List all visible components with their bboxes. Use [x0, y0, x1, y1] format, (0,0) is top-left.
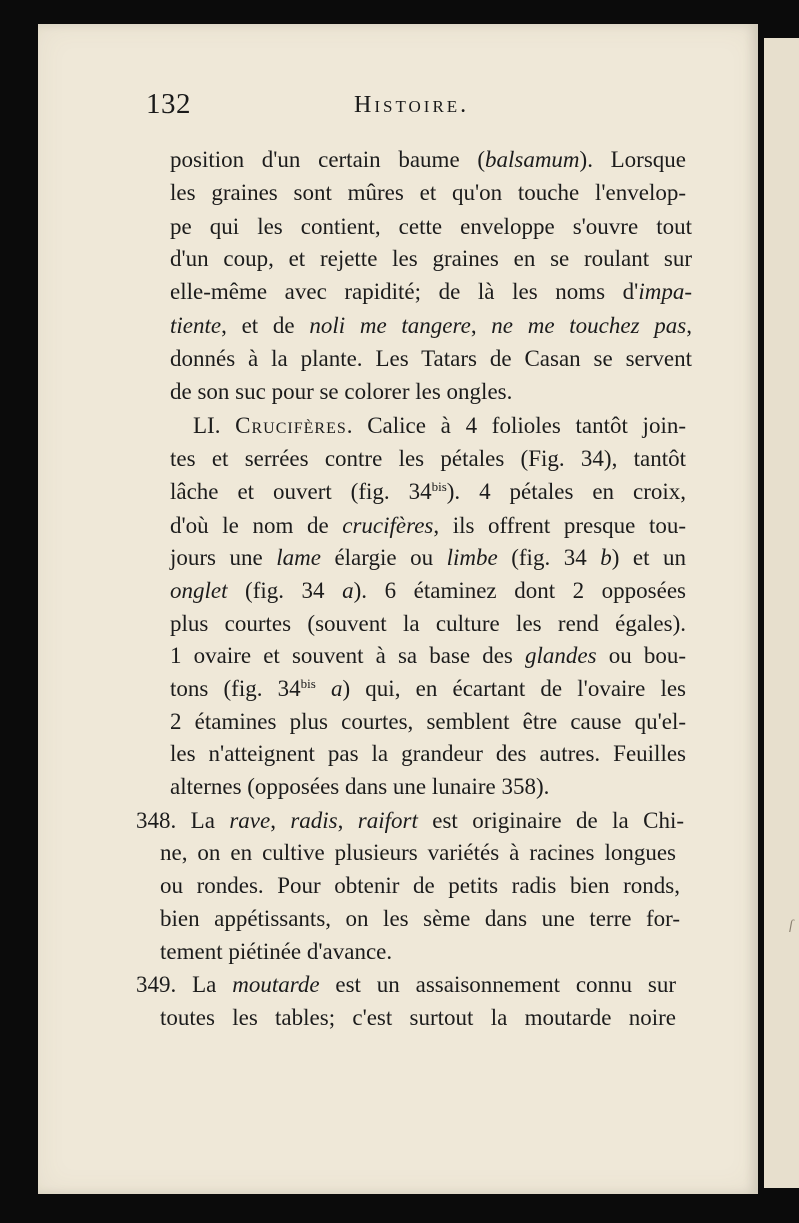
- text-line: [160, 1003, 676, 1033]
- italic-term: raifort: [357, 808, 418, 833]
- italic-term: a: [330, 676, 343, 701]
- text-run: ). 6 étaminez dont 2 opposées: [353, 578, 687, 603]
- text-run: tes et serrées contre les pétales (Fig. 34), tantôt: [170, 446, 686, 471]
- text-run: tons (fig. 34: [170, 676, 301, 701]
- text-run: [316, 676, 331, 701]
- text-line: [170, 477, 686, 507]
- text-run: ) et un: [611, 545, 686, 570]
- text-run: ou bou-: [596, 643, 686, 668]
- text-line: [170, 641, 686, 671]
- italic-term: b: [600, 545, 612, 570]
- text-run: 348. La: [136, 808, 230, 833]
- text-run: plus courtes (souvent la culture les rend égales).: [170, 611, 686, 636]
- text-line: [136, 970, 676, 1000]
- text-line: [170, 576, 686, 606]
- text-line: [170, 772, 686, 802]
- text-run: ,: [270, 808, 291, 833]
- text-run: , et de: [221, 313, 310, 338]
- text-run: est originaire de la Chi-: [417, 808, 685, 833]
- text-run: d'où le nom de: [170, 513, 343, 538]
- small-caps-term: Crucifères: [235, 413, 347, 438]
- text-line: [160, 904, 680, 934]
- text-run: alternes (opposées dans une lunaire 358).: [170, 774, 550, 799]
- text-run: jours une: [170, 545, 277, 570]
- italic-term: a: [342, 578, 354, 603]
- italic-term: noli me tangere: [309, 313, 471, 338]
- text-run: d'un coup, et rejette les graines en se roulant sur: [170, 246, 692, 271]
- italic-term: onglet: [170, 578, 228, 603]
- text-run: toutes les tables; c'est surtout la moutarde noire: [160, 1005, 676, 1030]
- text-run: est un assaisonnement connu sur: [319, 972, 676, 997]
- text-line: [170, 739, 686, 769]
- text-run: lâche et ouvert (fig. 34: [170, 479, 432, 504]
- text-line: [193, 411, 686, 441]
- text-run: ne, on en cultive plusieurs variétés à racines longues: [160, 840, 676, 865]
- text-run: donnés à la plante. Les Tatars de Casan se servent: [170, 346, 692, 371]
- next-page-mark: ſ: [789, 918, 793, 933]
- text-line: [170, 444, 686, 474]
- text-run: ). Lorsque: [579, 147, 686, 172]
- running-head: Histoire.: [354, 92, 470, 118]
- text-run: tement piétinée d'avance.: [160, 939, 393, 964]
- text-run: (fig. 34: [227, 578, 343, 603]
- text-run: ). 4 pétales en croix,: [446, 479, 686, 504]
- text-run: bis: [431, 479, 447, 494]
- italic-term: limbe: [446, 545, 498, 570]
- text-run: ,: [337, 808, 358, 833]
- text-run: , ils offrent presque tou-: [433, 513, 686, 538]
- italic-term: tiente: [170, 313, 222, 338]
- text-run: elle-même avec rapidité; de là les noms d': [170, 279, 639, 304]
- text-line: [160, 838, 676, 868]
- italic-term: balsamum: [484, 147, 580, 172]
- text-run: pe qui les contient, cette enveloppe s'ouvre tout: [170, 214, 692, 239]
- text-line: [170, 344, 692, 374]
- text-line: [170, 511, 686, 541]
- italic-term: rave: [229, 808, 271, 833]
- text-line: [160, 871, 680, 901]
- text-run: (fig. 34: [497, 545, 601, 570]
- text-run: ou rondes. Pour obtenir de petits radis bien ronds,: [160, 873, 680, 898]
- text-line: [170, 244, 692, 274]
- text-line: [170, 145, 686, 175]
- italic-term: radis: [290, 808, 338, 833]
- italic-term: impa-: [638, 279, 692, 304]
- italic-term: ne me touchez pas: [491, 313, 687, 338]
- page-header: [146, 88, 502, 128]
- text-line: [170, 277, 692, 307]
- text-run: bis: [300, 676, 316, 691]
- text-line: [160, 937, 680, 967]
- text-run: . Calice à 4 folioles tantôt join-: [346, 413, 686, 438]
- text-run: élargie ou: [320, 545, 447, 570]
- italic-term: moutarde: [232, 972, 320, 997]
- italic-term: crucifères: [342, 513, 434, 538]
- italic-term: lame: [276, 545, 321, 570]
- text-run: 1 ovaire et souvent à sa base des: [170, 643, 526, 668]
- text-line: [170, 311, 692, 341]
- page-number: 132: [146, 88, 191, 120]
- text-run: ,: [470, 313, 492, 338]
- text-line: [170, 377, 692, 407]
- text-line: [170, 178, 686, 208]
- text-run: bien appétissants, on les sème dans une terre for-: [160, 906, 680, 931]
- text-line: [170, 609, 686, 639]
- text-run: position d'un certain baume (: [170, 147, 485, 172]
- text-run: ,: [686, 313, 692, 338]
- text-line: [136, 806, 684, 836]
- text-run: les graines sont mûres et qu'on touche l'envelop-: [170, 180, 686, 205]
- text-run: 2 étamines plus courtes, semblent être cause qu'el-: [170, 709, 686, 734]
- italic-term: glandes: [525, 643, 597, 668]
- text-line: [170, 674, 686, 704]
- text-line: [170, 543, 686, 573]
- text-line: [170, 212, 692, 242]
- text-run: ) qui, en écartant de l'ovaire les: [342, 676, 687, 701]
- text-line: [170, 707, 686, 737]
- text-run: de son suc pour se colorer les ongles.: [170, 379, 513, 404]
- next-page-edge: [764, 38, 799, 1188]
- text-run: 349. La: [136, 972, 233, 997]
- text-run: les n'atteignent pas la grandeur des autres. Feuilles: [170, 741, 686, 766]
- text-run: LI.: [193, 413, 236, 438]
